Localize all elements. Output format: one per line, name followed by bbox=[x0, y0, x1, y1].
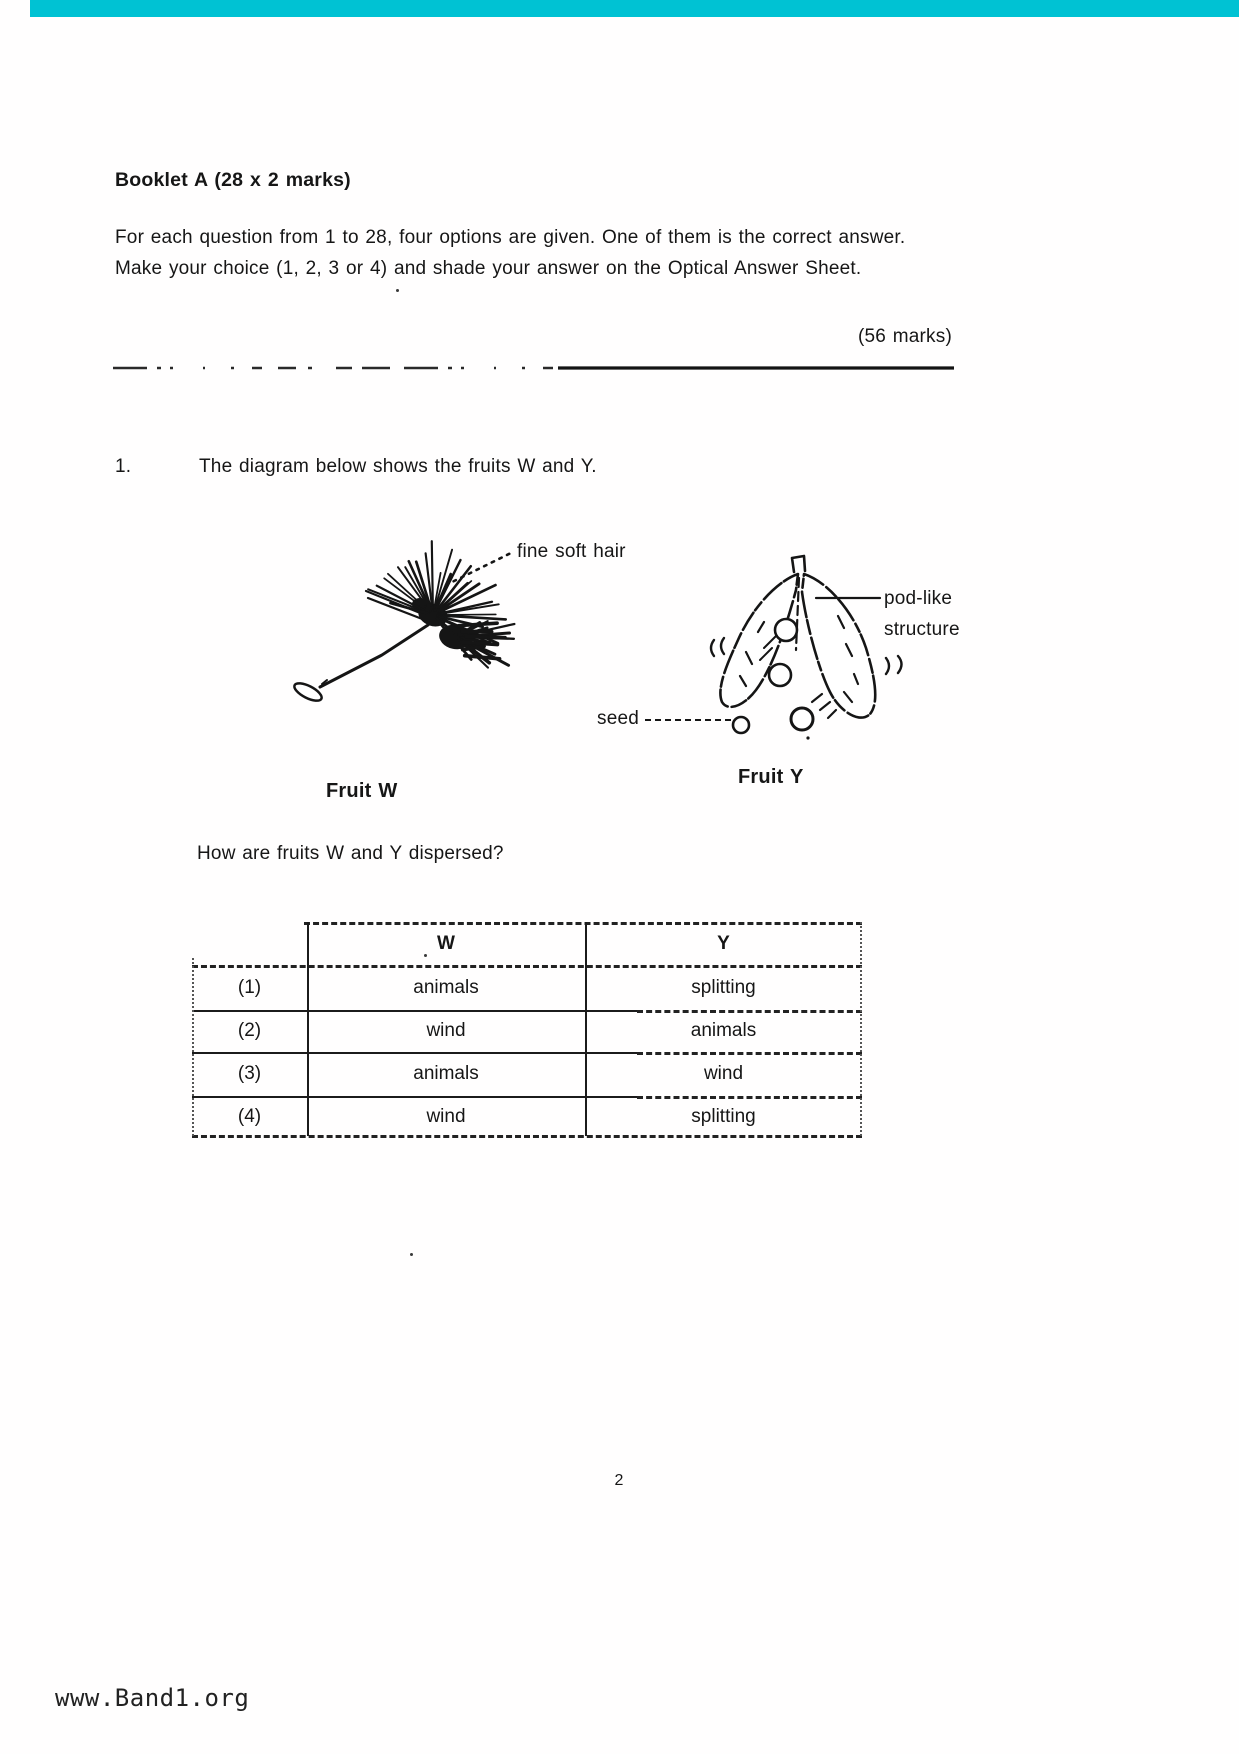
fruit-w-caption: Fruit W bbox=[326, 780, 398, 802]
table-header-y: Y bbox=[717, 932, 730, 954]
table-row1-w: animals bbox=[413, 976, 479, 998]
table-row4-y: splitting bbox=[691, 1106, 756, 1127]
table-row3-w: animals bbox=[413, 1063, 479, 1084]
pod-like-label-line1: pod-like bbox=[884, 588, 953, 609]
fruit-y-illustration bbox=[688, 552, 916, 757]
pod-like-structure-label bbox=[884, 583, 960, 645]
table-row1-label: (1) bbox=[237, 976, 262, 998]
table-row1-y: splitting bbox=[691, 976, 756, 998]
marks-total: (56 marks) bbox=[858, 326, 952, 347]
booklet-heading: Booklet A (28 x 2 marks) bbox=[115, 169, 351, 191]
table-row4-label: (4) bbox=[237, 1106, 262, 1127]
table-row4-w: wind bbox=[426, 1106, 466, 1127]
table-row3-y: wind bbox=[703, 1063, 744, 1084]
table-row2-w: wind bbox=[426, 1020, 466, 1041]
seed-label: seed bbox=[597, 708, 640, 729]
question-text: The diagram below shows the fruits W and Y. bbox=[199, 456, 597, 477]
table-row3-label: (3) bbox=[237, 1063, 262, 1084]
instructions-line-1: For each question from 1 to 28, four options are given. One of them is the correct answer. bbox=[115, 227, 906, 248]
table-corner-cell bbox=[192, 922, 307, 965]
fruit-w-illustration bbox=[270, 525, 540, 710]
ink-speck-lower bbox=[410, 1253, 413, 1256]
options-table bbox=[192, 922, 862, 1138]
ink-speck bbox=[396, 289, 399, 292]
fruit-y-caption: Fruit Y bbox=[738, 766, 804, 788]
instructions-line-2: Make your choice (1, 2, 3 or 4) and shade your answer on the Optical Answer Sheet. bbox=[115, 258, 862, 279]
fine-soft-hair-label: fine soft hair bbox=[517, 541, 626, 562]
question-prompt: How are fruits W and Y dispersed? bbox=[197, 843, 504, 864]
table-row2-label: (2) bbox=[237, 1020, 262, 1041]
table-row2-y: animals bbox=[690, 1020, 757, 1041]
seed-leader-line bbox=[645, 719, 731, 721]
page-number: 2 bbox=[614, 1472, 624, 1489]
table-header-w: W bbox=[437, 932, 455, 954]
question-number: 1. bbox=[115, 456, 132, 477]
section-divider-line bbox=[110, 362, 960, 374]
top-scan-bar bbox=[30, 0, 1239, 17]
footer-url: www.Band1.org bbox=[55, 1684, 250, 1712]
pod-like-label-line2: structure bbox=[884, 619, 960, 640]
